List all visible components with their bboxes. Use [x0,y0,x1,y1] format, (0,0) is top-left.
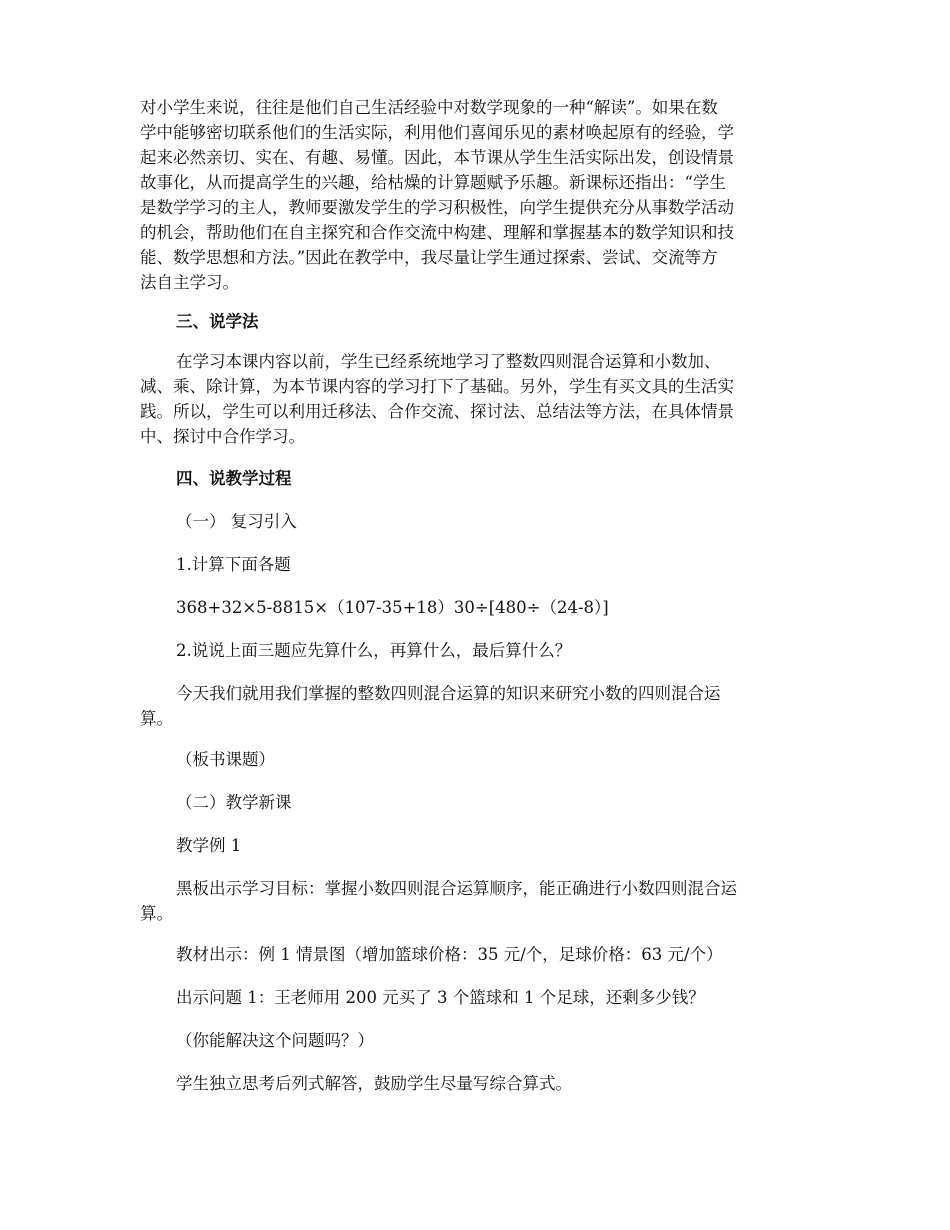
section-heading-teaching-process: 四、说教学过程 [176,469,292,488]
students-instruction: 学生独立思考后列式解答，鼓励学生尽量写综合算式。 [176,1074,572,1093]
text-line: 是数学学习的主人，教师要激发学生的学习积极性，向学生提供充分从事数学活动 [140,198,734,217]
example-label: 教学例 1 [176,836,242,855]
study-methods-paragraph [140,349,820,449]
text-line: 黑板出示学习目标：掌握小数四则混合运算顺序，能正确进行小数四则混合运 [176,879,737,898]
item-order-question: 2.说说上面三题应先算什么，再算什么，最后算什么？ [176,641,572,660]
text-line: 能、数学思想和方法。”因此在教学中，我尽量让学生通过探索、尝试、交流等方 [140,248,718,267]
text-line: 的机会，帮助他们在自主探究和合作交流中构建、理解和掌握基本的数学知识和技 [140,223,734,242]
section-heading-study-methods: 三、说学法 [176,312,259,331]
text-line: 算。 [140,904,173,923]
intro-paragraph [140,95,820,295]
text-line: 减、乘、除计算，为本节课内容的学习打下了基础。另外，学生有买文具的生活实 [140,377,734,396]
text-line: 起来必然亲切、实在、有趣、易懂。因此，本节课从学生生活实际出发，创设情景 [140,148,734,167]
text-line: 学中能够密切联系他们的生活实际，利用他们喜闻乐见的素材唤起原有的经验，学 [140,123,734,142]
subsection-new-lesson: （二）教学新课 [176,793,292,812]
today-paragraph [140,681,820,731]
textbook-note: 教材出示：例 1 情景图（增加篮球价格：35 元/个，足球价格：63 元/个） [176,945,723,964]
board-title-note: （板书课题） [176,750,275,769]
formula-line: 368+32×5-8815×（107-35+18）30÷[480÷（24-8）] [176,598,609,617]
question-one: 出示问题 1：王老师用 200 元买了 3 个篮球和 1 个足球，还剩多少钱？ [176,988,705,1007]
text-line: 算。 [140,709,173,728]
learning-goal-paragraph [140,876,820,926]
subsection-review: （一） 复习引入 [176,512,297,531]
text-line: 故事化，从而提高学生的兴趣，给枯燥的计算题赋予乐趣。新课标还指出：“学生 [140,173,726,192]
text-line: 今天我们就用我们掌握的整数四则混合运算的知识来研究小数的四则混合运 [176,684,721,703]
item-compute: 1.计算下面各题 [176,555,291,574]
text-line: 法自主学习。 [140,273,239,292]
text-line: 中、探讨中合作学习。 [140,427,305,446]
text-line: 在学习本课内容以前，学生已经系统地学习了整数四则混合运算和小数加、 [176,352,721,371]
text-line: 践。所以，学生可以利用迁移法、合作交流、探讨法、总结法等方法，在具体情景 [140,402,734,421]
can-solve-prompt: （你能解决这个问题吗？） [176,1031,374,1050]
text-line: 对小学生来说，往往是他们自己生活经验中对数学现象的一种“解读”。如果在数 [140,98,718,117]
